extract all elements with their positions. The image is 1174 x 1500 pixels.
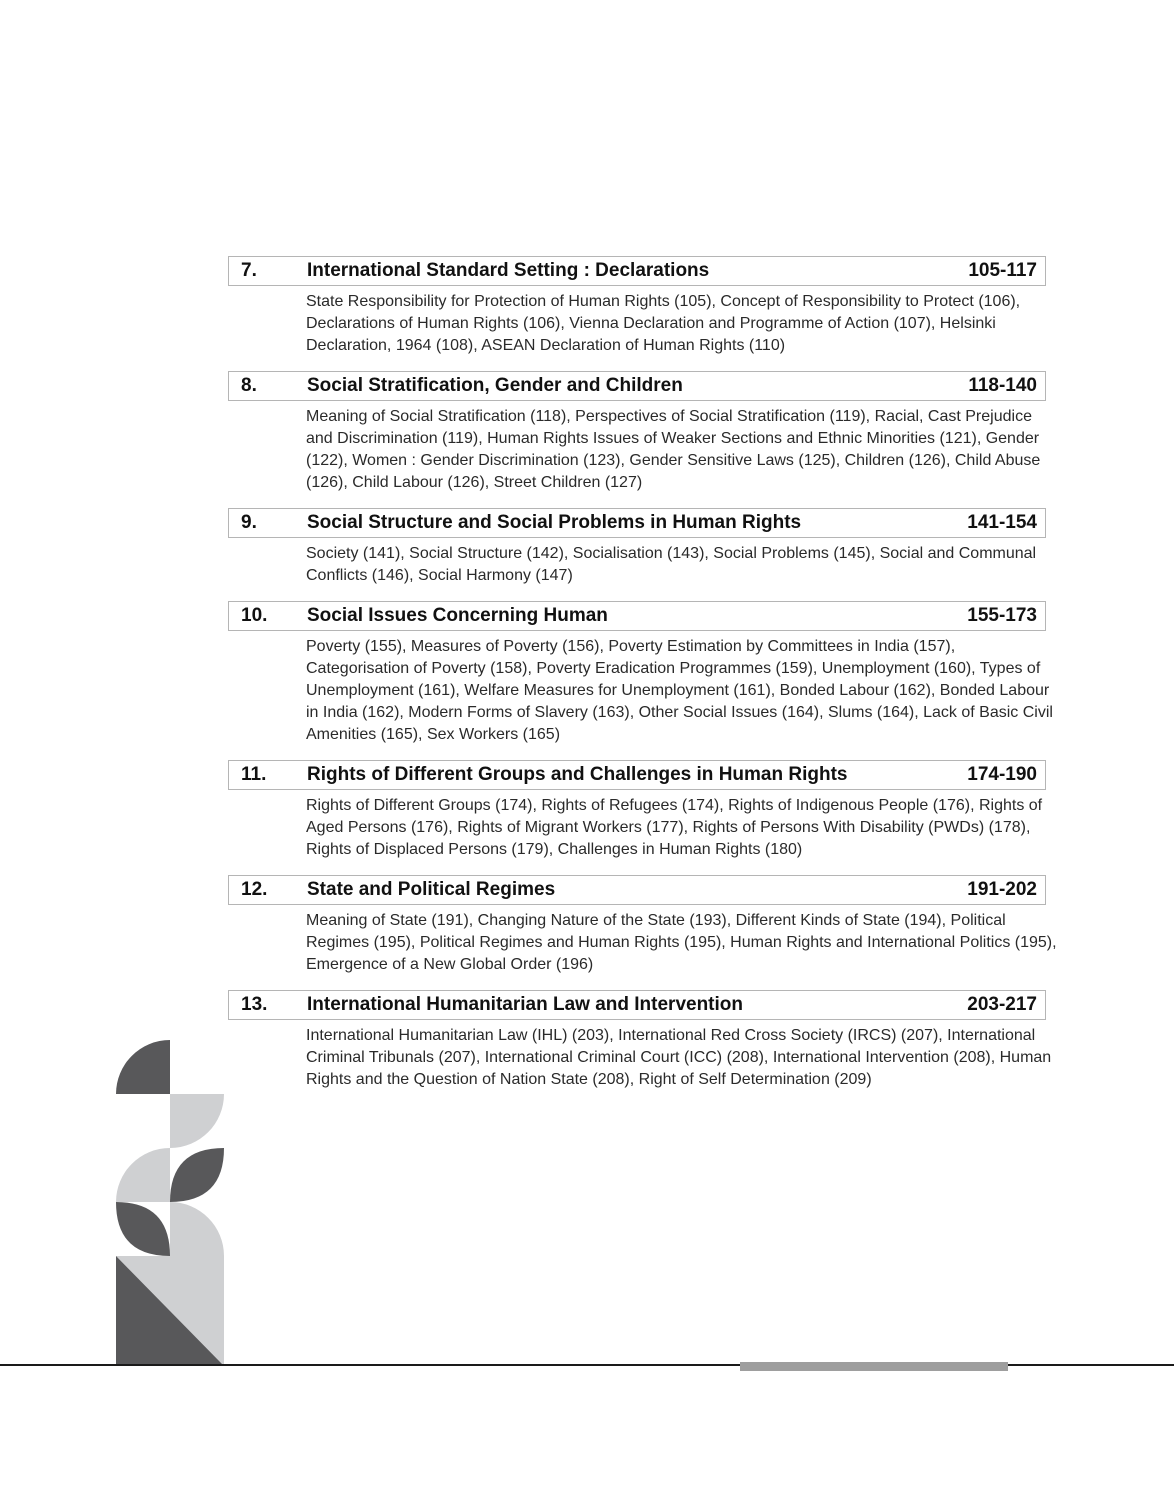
chapter-title: International Standard Setting : Declarations [307,260,710,281]
chapter-entry [228,990,1058,1091]
chapter-header [228,256,1046,286]
chapter-topics: Meaning of State (191), Changing Nature of the State (193), Different Kinds of State (194), Political Regimes (195), Political Regimes and Human Rights (195), Human Rights and International Politics (195), Emergence of a New Global Order (196) [306,912,1057,973]
chapter-topics: Poverty (155), Measures of Poverty (156), Poverty Estimation by Committees in India (157), Categorisation of Poverty (158), Poverty Eradication Programmes (159), Unemployment (160), Types of Unemployment (161), Welfare Measures for Unemployment (161), Bonded Labour (162), Bonded Labour in India (162), Modern Forms of Slavery (163), Other Social Issues (164), Slums (164), Lack of Basic Civil Amenities (165), Sex Workers (165) [306,638,1053,743]
chapter-header [228,990,1046,1020]
chapter-topics: Meaning of Social Stratification (118), Perspectives of Social Stratification (119), Racial, Cast Prejudice and Discrimination (119), Human Rights Issues of Weaker Sections and Ethnic Minorities (121), Gender (122), Women : Gender Discrimination (123), Gender Sensitive Laws (125), Children (126), Child Abuse (126), Child Labour (126), Street Children (127) [306,408,1041,491]
chapter-number: 8. [241,375,257,396]
chapter-page-range: 174-190 [967,764,1037,785]
leaf-shape-dark [170,1148,224,1202]
chapter-number: 13. [241,994,268,1015]
decorative-geometric-shapes [116,1040,224,1366]
chapter-entry [228,875,1058,976]
chapter-page-range: 155-173 [967,605,1037,626]
chapter-entry [228,371,1058,494]
chapter-entry [228,760,1058,861]
chapter-title: Social Structure and Social Problems in Human Rights [307,512,802,533]
chapter-topics: Society (141), Social Structure (142), Socialisation (143), Social Problems (145), Social and Communal Conflicts (146), Social Harmony (147) [306,545,1037,584]
chapter-topics: International Humanitarian Law (IHL) (203), International Red Cross Society (IRCS) (207), International Criminal Tribunals (207), International Criminal Court (ICC) (208), International Intervention (208), Human Rights and the Question of Nation State (208), Right of Self Determination (209) [306,1027,1052,1088]
chapter-page-range: 191-202 [967,879,1037,900]
chapter-entry [228,256,1058,357]
quarter-circle-light [170,1094,224,1148]
chapter-title: International Humanitarian Law and Intervention [307,994,743,1015]
chapter-number: 9. [241,512,257,533]
chapter-number: 11. [241,764,267,785]
chapter-page-range: 118-140 [968,375,1037,396]
chapter-page-range: 105-117 [968,260,1037,281]
footer-accent-bar [740,1362,1008,1371]
chapter-title: Rights of Different Groups and Challenges in Human Rights [307,764,848,785]
quarter-circle-light [170,1202,224,1256]
chapter-header [228,760,1046,790]
chapter-number: 7. [241,260,257,281]
chapter-topics: Rights of Different Groups (174), Rights of Refugees (174), Rights of Indigenous People (176), Rights of Aged Persons (176), Rights of Migrant Workers (177), Rights of Persons With Disability (PWDs) (178), Rights of Displaced Persons (179), Challenges in Human Rights (180) [306,797,1043,858]
chapter-topics: State Responsibility for Protection of Human Rights (105), Concept of Responsibility to Protect (106), Declarations of Human Rights (106), Vienna Declaration and Programme of Action (107), Helsinki Declaration, 1964 (108), ASEAN Declaration of Human Rights (110) [306,293,1021,354]
chapter-header [228,508,1046,538]
quarter-circle-dark [116,1040,170,1094]
chapter-header [228,371,1046,401]
table-of-contents [228,256,1058,1105]
chapter-page-range: 141-154 [967,512,1037,533]
chapter-header [228,875,1046,905]
chapter-page-range: 203-217 [967,994,1037,1015]
leaf-shape-dark [116,1202,170,1256]
chapter-number: 12. [241,879,268,900]
chapter-title: Social Issues Concerning Human [307,605,608,626]
chapter-title: State and Political Regimes [307,879,556,900]
chapter-entry [228,508,1058,587]
chapter-entry [228,601,1058,746]
chapter-header [228,601,1046,631]
chapter-title: Social Stratification, Gender and Children [307,375,683,396]
chapter-number: 10. [241,605,268,626]
quarter-circle-light [116,1148,170,1202]
